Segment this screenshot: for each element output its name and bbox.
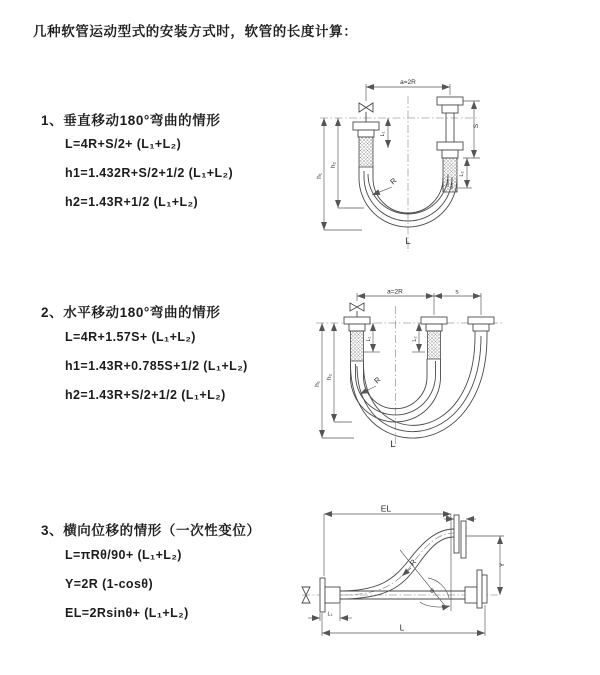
- page-title: 几种软管运动型式的安装方式时，软管的长度计算：: [33, 24, 358, 39]
- flanges: [320, 512, 487, 612]
- dim-a2r-label: a=2R: [400, 79, 416, 86]
- dim-l2-label: L₂: [459, 171, 465, 177]
- dimension-labels: [328, 504, 506, 633]
- section-2-formula-l: L=4R+1.57S+ (L₁+L₂): [65, 330, 196, 344]
- dim-h1-label: h₁: [316, 173, 323, 179]
- braid-right: [443, 158, 457, 192]
- length-label: L: [405, 236, 411, 247]
- dim-h2-label: h₂: [326, 373, 333, 381]
- dim-el-label: EL: [380, 503, 392, 514]
- length-label: L: [390, 439, 396, 450]
- section-1-formula-l: L=4R+S/2+ (L₁+L₂): [65, 137, 182, 151]
- dim-a2r-label: a=2R: [387, 288, 403, 296]
- valve-icon: [359, 103, 373, 112]
- dimension-lines: [308, 514, 504, 636]
- section-1-formula-h2: h2=1.43R+1/2 (L₁+L₂): [65, 195, 199, 209]
- braid-middle: [428, 331, 441, 359]
- section-3-heading: 3、横向位移的情形（一次性变位）: [41, 523, 261, 538]
- theta-label: θ: [430, 588, 434, 595]
- dim-s-label: s: [455, 288, 459, 296]
- section-1-heading: 1、垂直移动180°弯曲的情形: [41, 113, 221, 128]
- braid-left: [359, 137, 373, 167]
- section-3-formula-el: EL=2Rsinθ+ (L₁+L₂): [65, 606, 189, 620]
- dim-l1-label: L₁: [327, 611, 333, 618]
- diagram-lateral-displacement: [298, 503, 570, 643]
- diagram-vertical-180-bend: [308, 70, 533, 260]
- diagram-horizontal-180-bend: [306, 282, 528, 457]
- braid-left: [351, 331, 364, 361]
- length-label: L: [399, 622, 405, 633]
- section-1-formula-h1: h1=1.432R+S/2+1/2 (L₁+L₂): [65, 166, 234, 180]
- section-3-formula-l: L=πRθ/90+ (L₁+L₂): [65, 548, 182, 562]
- dim-s-label: S: [473, 123, 480, 129]
- dim-l2-label: L₂: [446, 512, 452, 519]
- valve-icon: [350, 303, 364, 311]
- radius-label: R: [388, 175, 399, 187]
- dim-l1-label: L₁: [380, 131, 386, 137]
- dim-h1-label: h₁: [314, 381, 321, 387]
- section-2-formula-h2: h2=1.43R+S/2+1/2 (L₁+L₂): [65, 388, 226, 402]
- dim-y-label: Y: [499, 562, 506, 568]
- section-2-formula-h1: h1=1.43R+0.785S+1/2 (L₁+L₂): [65, 359, 248, 373]
- dim-h2-label: h₂: [330, 161, 337, 169]
- dim-l2-label: L₂: [412, 336, 418, 342]
- section-2-heading: 2、水平移动180°弯曲的情形: [41, 305, 221, 320]
- radius-label: R: [407, 557, 419, 568]
- section-3-formula-y: Y=2R (1-cosθ): [65, 577, 154, 591]
- radius-label: R: [372, 374, 383, 386]
- centerlines: [302, 533, 498, 595]
- dimension-lines: [322, 293, 481, 438]
- dim-l1-label: L₁: [366, 336, 372, 342]
